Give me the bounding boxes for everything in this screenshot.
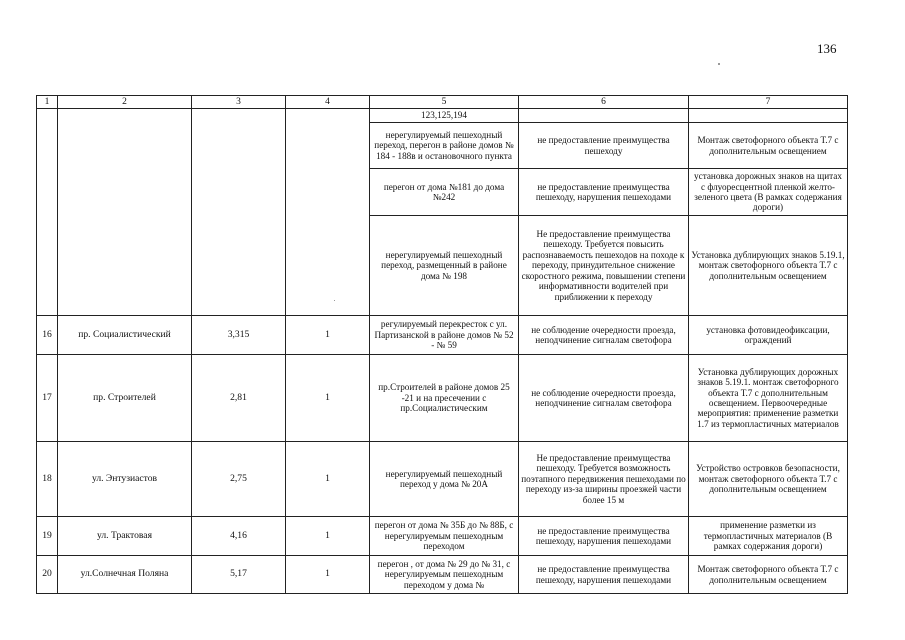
header-cell: 4 xyxy=(286,96,370,109)
header-cell: 2 xyxy=(58,96,192,109)
cell-length: 5,17 xyxy=(192,556,286,594)
cell-problem: Не предоставление преимущества пешеходу. Требуется повысить распознаваемость пешеходов на походе к переходу, принудительное снижение скоростного режима, повышении степени информативности водителей при приближении к переходу xyxy=(519,216,689,316)
header-cell: 1 xyxy=(37,96,58,109)
cell-length xyxy=(192,109,286,316)
header-cell: 5 xyxy=(370,96,519,109)
table-row xyxy=(37,355,848,442)
cell-measure: установка дорожных знаков на щитах с флуоресцентной пленкой желто-зеленого цвета (В рамках содержания дороги) xyxy=(689,169,848,216)
cell-num: 17 xyxy=(37,355,58,442)
cell-location: 123,125,194 xyxy=(370,109,519,123)
cell-street xyxy=(58,109,192,316)
cell-num: 19 xyxy=(37,517,58,556)
cell-problem: Не предоставление преимущества пешеходу. Требуется возможность поэтапного передвижения пешеходами по переходу из-за ширины проезжей части более 15 м xyxy=(519,442,689,517)
cell-count: 1 xyxy=(286,316,370,355)
cell-street: ул. Трактовая xyxy=(58,517,192,556)
cell-num: 18 xyxy=(37,442,58,517)
cell-num: 16 xyxy=(37,316,58,355)
header-row xyxy=(37,96,848,109)
cell-measure: Установка дублирующих дорожных знаков 5.19.1. монтаж светофорного объекта Т.7 с дополнительным освещением. Первоочередные мероприятия: применение разметки 1.7 из термопластичных материалов xyxy=(689,355,848,442)
cell-street: ул. Энтузиастов xyxy=(58,442,192,517)
cell-location: нерегулируемый пешеходный переход, размещенный в районе дома № 198 xyxy=(370,216,519,316)
header-cell: 3 xyxy=(192,96,286,109)
cell-problem: не соблюдение очередности проезда, неподчинение сигналам светофора xyxy=(519,355,689,442)
table-row xyxy=(37,442,848,517)
cell-location: перегон от дома № 35Б до № 88Б, с нерегулируемым пешеходным переходом xyxy=(370,517,519,556)
cell-count: 1 xyxy=(286,517,370,556)
cell-location: перегон от дома №181 до дома №242 xyxy=(370,169,519,216)
cell-measure: Монтаж светофорного объекта Т.7 с дополнительным освещением xyxy=(689,556,848,594)
cell-count xyxy=(286,109,370,316)
cell-length: 2,81 xyxy=(192,355,286,442)
cell-street: пр. Социалистический xyxy=(58,316,192,355)
table-row xyxy=(37,316,848,355)
cell-location: нерегулируемый пешеходный переход у дома № 20А xyxy=(370,442,519,517)
cell-measure: Установка дублирующих знаков 5.19.1, монтаж светофорного объекта Т.7 с дополнительным освещением xyxy=(689,216,848,316)
scan-speck xyxy=(718,63,720,65)
cell-measure: Устройство островков безопасности, монтаж светофорного объекта Т.7 с дополнительным освещением xyxy=(689,442,848,517)
table-row xyxy=(37,556,848,594)
cell-count: 1 xyxy=(286,556,370,594)
cell-location: нерегулируемый пешеходный переход, перегон в районе домов № 184 - 188в и остановочного пункта xyxy=(370,123,519,169)
cell-problem: не предоставление преимущества пешеходу, нарушения пешеходами xyxy=(519,556,689,594)
page-number: 136 xyxy=(817,41,837,56)
header-cell: 6 xyxy=(519,96,689,109)
cell-problem xyxy=(519,109,689,123)
cell-location: перегон , от дома № 29 до № 31, с нерегулируемым пешеходным переходом у дома № xyxy=(370,556,519,594)
cell-street: пр. Строителей xyxy=(58,355,192,442)
cell-problem: не предоставление преимущества пешеходу, нарушения пешеходами xyxy=(519,169,689,216)
cell-problem: не предоставление преимущества пешеходу xyxy=(519,123,689,169)
cell-problem: не соблюдение очередности проезда, неподчинение сигналам светофора xyxy=(519,316,689,355)
cell-measure: Монтаж светофорного объекта Т.7 с дополнительным освещением xyxy=(689,123,848,169)
cell-measure: установка фотовидеофиксации, ограждений xyxy=(689,316,848,355)
cell-street: ул.Солнечная Поляна xyxy=(58,556,192,594)
cell-count: 1 xyxy=(286,442,370,517)
cell-count: 1 xyxy=(286,355,370,442)
cell-problem: не предоставление преимущества пешеходу, нарушения пешеходами xyxy=(519,517,689,556)
cell-num xyxy=(37,109,58,316)
header-cell: 7 xyxy=(689,96,848,109)
cell-location: пр.Строителей в районе домов 25 -21 и на пресечении с пр.Социалистическим xyxy=(370,355,519,442)
measures-table xyxy=(36,95,848,594)
cell-measure xyxy=(689,109,848,123)
cell-measure: применение разметки из термопластичных материалов (В рамках содержания дороги) xyxy=(689,517,848,556)
cell-length: 2,75 xyxy=(192,442,286,517)
table-row xyxy=(37,517,848,556)
cell-num: 20 xyxy=(37,556,58,594)
cell-length: 4,16 xyxy=(192,517,286,556)
cell-length: 3,315 xyxy=(192,316,286,355)
table-row xyxy=(37,109,848,123)
cell-location: регулируемый перекресток с ул. Партизанской в районе домов № 52 - № 59 xyxy=(370,316,519,355)
